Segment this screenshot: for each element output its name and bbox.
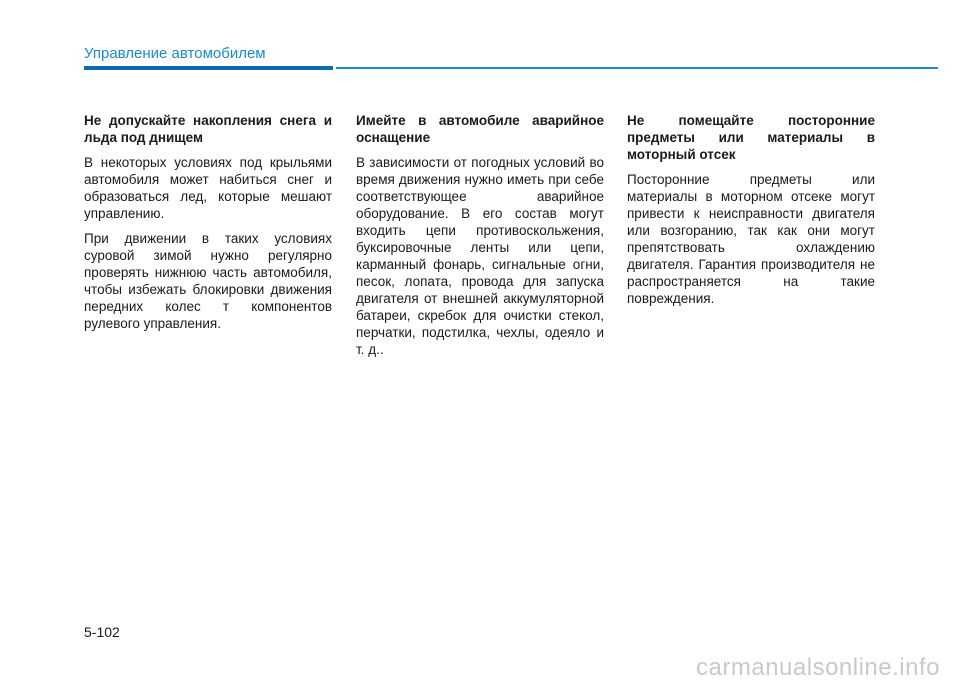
column-paragraph: В зависимости от погодных условий во время движения нужно иметь при себе соответствующее аварийное оборудование. В его состав могут входить цепи противоскольжения, буксировочные ленты или цепи, карманный фонарь, сигнальные огни, песок, лопата, провода для запуска двигателя от внешней аккумуляторной батареи, скребок для очистки стекол, перчатки, подстилка, чехлы, одеяло и т. д.. xyxy=(356,155,604,357)
column-paragraph: Посторонние предметы или материалы в моторном отсеке могут привести к неисправности двигателя или возгоранию, так как они могут препятствовать охлаждению двигателя. Гарантия производителя не распространяется на такие повреждения. xyxy=(627,172,875,306)
column-engine-compartment xyxy=(627,112,875,315)
column-paragraph: В некоторых условиях под крыльями автомобиля может набиться снег и образоваться лед, которые мешают управлению. xyxy=(84,155,332,221)
column-snow-ice xyxy=(84,112,332,340)
watermark-text: carmanualsonline.info xyxy=(696,654,940,681)
column-heading: Не допускайте накопления снега и льда под днищем xyxy=(84,113,332,145)
header-rule-dark xyxy=(84,66,333,70)
column-heading: Имейте в автомобиле аварийное оснащение xyxy=(356,113,604,145)
section-title: Управление автомобилем xyxy=(84,45,266,62)
column-heading: Не помещайте посторонние предметы или материалы в моторный отсек xyxy=(627,113,875,162)
column-paragraph: При движении в таких условиях суровой зимой нужно регулярно проверять нижнюю часть автомобиля, чтобы избежать блокировки движения передних колес т компонентов рулевого управления. xyxy=(84,231,332,331)
column-emergency-equipment xyxy=(356,112,604,366)
page-number: 5-102 xyxy=(84,624,120,640)
header-rule-light xyxy=(336,67,938,69)
